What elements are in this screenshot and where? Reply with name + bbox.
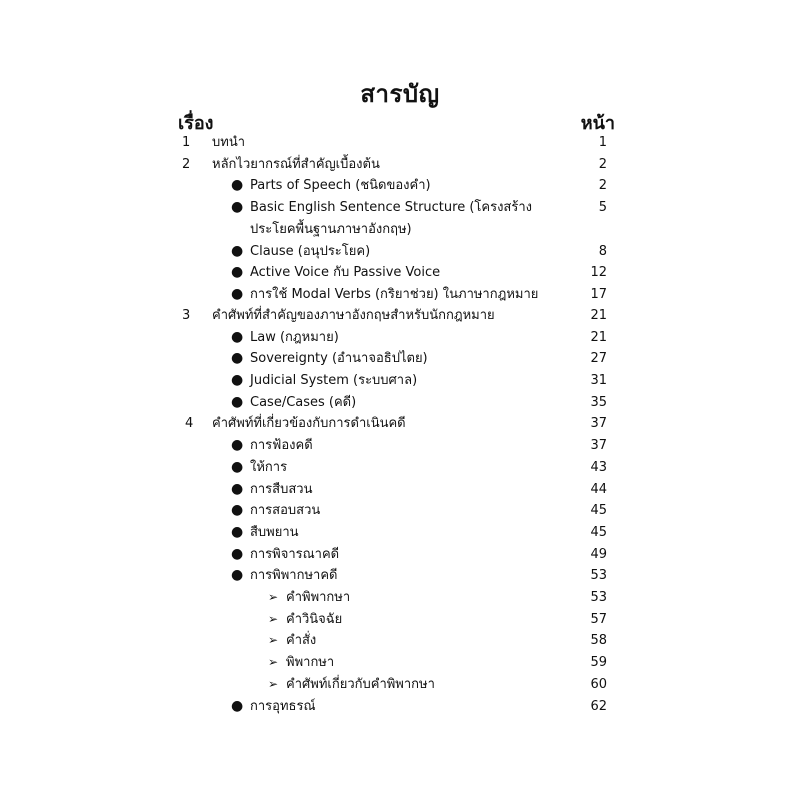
entry-page: 1 [598,135,607,150]
toc-subsubentry [0,587,800,608]
bullet-icon: ● [231,177,244,193]
bullet-icon: ● [231,286,244,302]
toc-subsubentry [0,652,800,673]
arrow-bullet-icon: ➢ [268,633,279,647]
entry-page: 2 [598,157,607,172]
toc-subentry-continuation [0,219,800,240]
entry-text: คำสั่ง [286,633,317,648]
entry-page: 37 [590,438,607,453]
toc-subentry [0,457,800,478]
entry-text: Active Voice กับ Passive Voice [250,265,441,280]
entry-text: ให้การ [250,460,288,475]
toc-subentry [0,435,800,456]
entry-page: 21 [590,330,607,345]
bullet-icon: ● [231,502,244,518]
bullet-icon: ● [231,437,244,453]
entry-text: การอุทธรณ์ [250,699,316,714]
bullet-icon: ● [231,546,244,562]
topic-column-header: เรื่อง [178,113,214,134]
entry-page: 44 [590,482,607,497]
toc-subsubentry [0,630,800,651]
toc-subentry [0,241,800,262]
arrow-bullet-icon: ➢ [268,612,279,626]
entry-page: 12 [590,265,607,280]
entry-text: การใช้ Modal Verbs (กริยาช่วย) ในภาษากฎหมาย [250,287,539,302]
entry-page: 60 [590,677,607,692]
entry-number: 3 [182,308,191,323]
toc-entry-4 [0,413,800,434]
entry-page: 57 [590,612,607,627]
entry-text: Parts of Speech (ชนิดของคำ) [250,178,431,193]
page-column-header: หน้า [580,113,615,134]
entry-page: 5 [598,200,607,215]
entry-page: 53 [590,590,607,605]
toc-subentry [0,262,800,283]
entry-text: Judicial System (ระบบศาล) [250,373,418,388]
bullet-icon: ● [231,481,244,497]
entry-text: คำศัพท์ที่สำคัญของภาษาอังกฤษสำหรับนักกฎหมาย [212,308,495,323]
entry-text: Clause (อนุประโยค) [250,244,371,259]
entry-text: คำวินิจฉัย [286,612,343,627]
bullet-icon: ● [231,243,244,259]
entry-text: การสืบสวน [250,482,313,497]
bullet-icon: ● [231,329,244,345]
entry-page: 45 [590,503,607,518]
entry-text: การฟ้องคดี [250,438,313,453]
entry-number: 1 [182,135,191,150]
entry-number: 2 [182,157,191,172]
toc-subsubentry [0,609,800,630]
toc-subsubentry [0,674,800,695]
entry-text: Law (กฎหมาย) [250,330,339,345]
entry-number: 4 [185,416,194,431]
entry-page: 53 [590,568,607,583]
entry-text: บทนำ [212,135,246,150]
entry-text: พิพากษา [286,655,335,670]
entry-text: ประโยคพื้นฐานภาษาอังกฤษ) [250,222,412,237]
toc-subentry [0,370,800,391]
entry-text: Case/Cases (คดี) [250,395,357,410]
entry-text: การพิจารณาคดี [250,547,340,562]
entry-page: 45 [590,525,607,540]
toc-entry-1 [0,132,800,153]
entry-text: Basic English Sentence Structure (โครงสร้าง [250,200,532,215]
bullet-icon: ● [231,698,244,714]
entry-page: 17 [590,287,607,302]
bullet-icon: ● [231,350,244,366]
entry-text: คำศัพท์เกี่ยวกับคำพิพากษา [286,677,435,692]
toc-subentry [0,696,800,717]
entry-page: 59 [590,655,607,670]
toc-subentry [0,479,800,500]
entry-page: 49 [590,547,607,562]
bullet-icon: ● [231,567,244,583]
bullet-icon: ● [231,394,244,410]
entry-page: 21 [590,308,607,323]
entry-page: 8 [598,244,607,259]
bullet-icon: ● [231,264,244,280]
entry-text: สืบพยาน [250,525,299,540]
toc-subentry [0,327,800,348]
entry-page: 58 [590,633,607,648]
toc-subentry [0,348,800,369]
toc-subentry [0,544,800,565]
bullet-icon: ● [231,372,244,388]
toc-entry-3 [0,305,800,326]
entry-text: คำพิพากษา [286,590,351,605]
entry-page: 43 [590,460,607,475]
entry-text: คำศัพท์ที่เกี่ยวข้องกับการดำเนินคดี [212,416,406,431]
entry-page: 35 [590,395,607,410]
entry-text: การสอบสวน [250,503,321,518]
bullet-icon: ● [231,459,244,475]
entry-page: 27 [590,351,607,366]
entry-text: การพิพากษาคดี [250,568,338,583]
arrow-bullet-icon: ➢ [268,677,279,691]
arrow-bullet-icon: ➢ [268,590,279,604]
entry-page: 31 [590,373,607,388]
toc-entry-2 [0,154,800,175]
toc-subentry [0,522,800,543]
entry-page: 2 [598,178,607,193]
bullet-icon: ● [231,199,244,215]
entry-text: หลักไวยากรณ์ที่สำคัญเบื้องต้น [212,157,380,172]
entry-page: 37 [590,416,607,431]
toc-subentry [0,500,800,521]
page-title: สารบัญ [360,80,440,108]
toc-subentry [0,392,800,413]
toc-subentry [0,197,800,218]
toc-subentry [0,175,800,196]
entry-text: Sovereignty (อำนาจอธิปไตย) [250,351,428,366]
arrow-bullet-icon: ➢ [268,655,279,669]
toc-subentry [0,284,800,305]
entry-page: 62 [590,699,607,714]
bullet-icon: ● [231,524,244,540]
toc-subentry [0,565,800,586]
